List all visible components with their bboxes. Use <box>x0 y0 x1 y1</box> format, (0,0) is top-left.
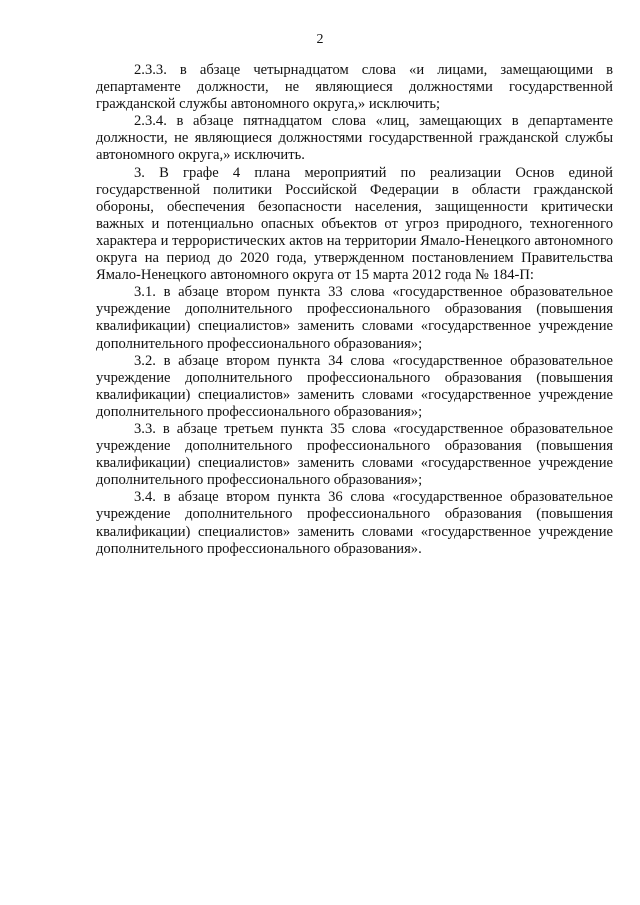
page-number: 2 <box>316 32 324 47</box>
paragraph-3: 3. В графе 4 плана мероприятий по реализации Основ единой государственной политики Российской Федерации в области гражданской обороны, обеспечения безопасности населения, защищенности критически важных и потенциально опасных объектов от угроз природного, техногенного характера и террористических актов на территории Ямало-Ненецкого автономного округа на период до 2020 года, утвержденном постановлением Правительства Ямало-Ненецкого автономного округа от 15 марта 2012 года № 184-П: <box>96 164 613 284</box>
paragraph-2-3-3: 2.3.3. в абзаце четырнадцатом слова «и лицами, замещающими в департаменте должности, не являющиеся должностями государственной гражданской службы автономного округа,» исключить; <box>96 62 613 113</box>
paragraph-3-3: 3.3. в абзаце третьем пункта 35 слова «государственное образовательное учреждение дополнительного профессионального образования (повышения квалификации) специалистов» заменить словами «государственное учреждение дополнительного профессионального образования»; <box>96 420 613 489</box>
document-body <box>96 62 613 558</box>
paragraph-3-1: 3.1. в абзаце втором пункта 33 слова «государственное образовательное учреждение дополнительного профессионального образования (повышения квалификации) специалистов» заменить словами «государственное учреждение дополнительного профессионального образования»; <box>96 284 613 352</box>
paragraph-3-4: 3.4. в абзаце втором пункта 36 слова «государственное образовательное учреждение дополнительного профессионального образования (повышения квалификации) специалистов» заменить словами «государственное учреждение дополнительного профессионального образования». <box>96 489 613 557</box>
paragraph-2-3-4: 2.3.4. в абзаце пятнадцатом слова «лиц, замещающих в департаменте должности, не являющиеся должностями государственной гражданской службы автономного округа,» исключить. <box>96 113 613 164</box>
paragraph-3-2: 3.2. в абзаце втором пункта 34 слова «государственное образовательное учреждение дополнительного профессионального образования (повышения квалификации) специалистов» заменить словами «государственное учреждение дополнительного профессионального образования»; <box>96 352 613 420</box>
